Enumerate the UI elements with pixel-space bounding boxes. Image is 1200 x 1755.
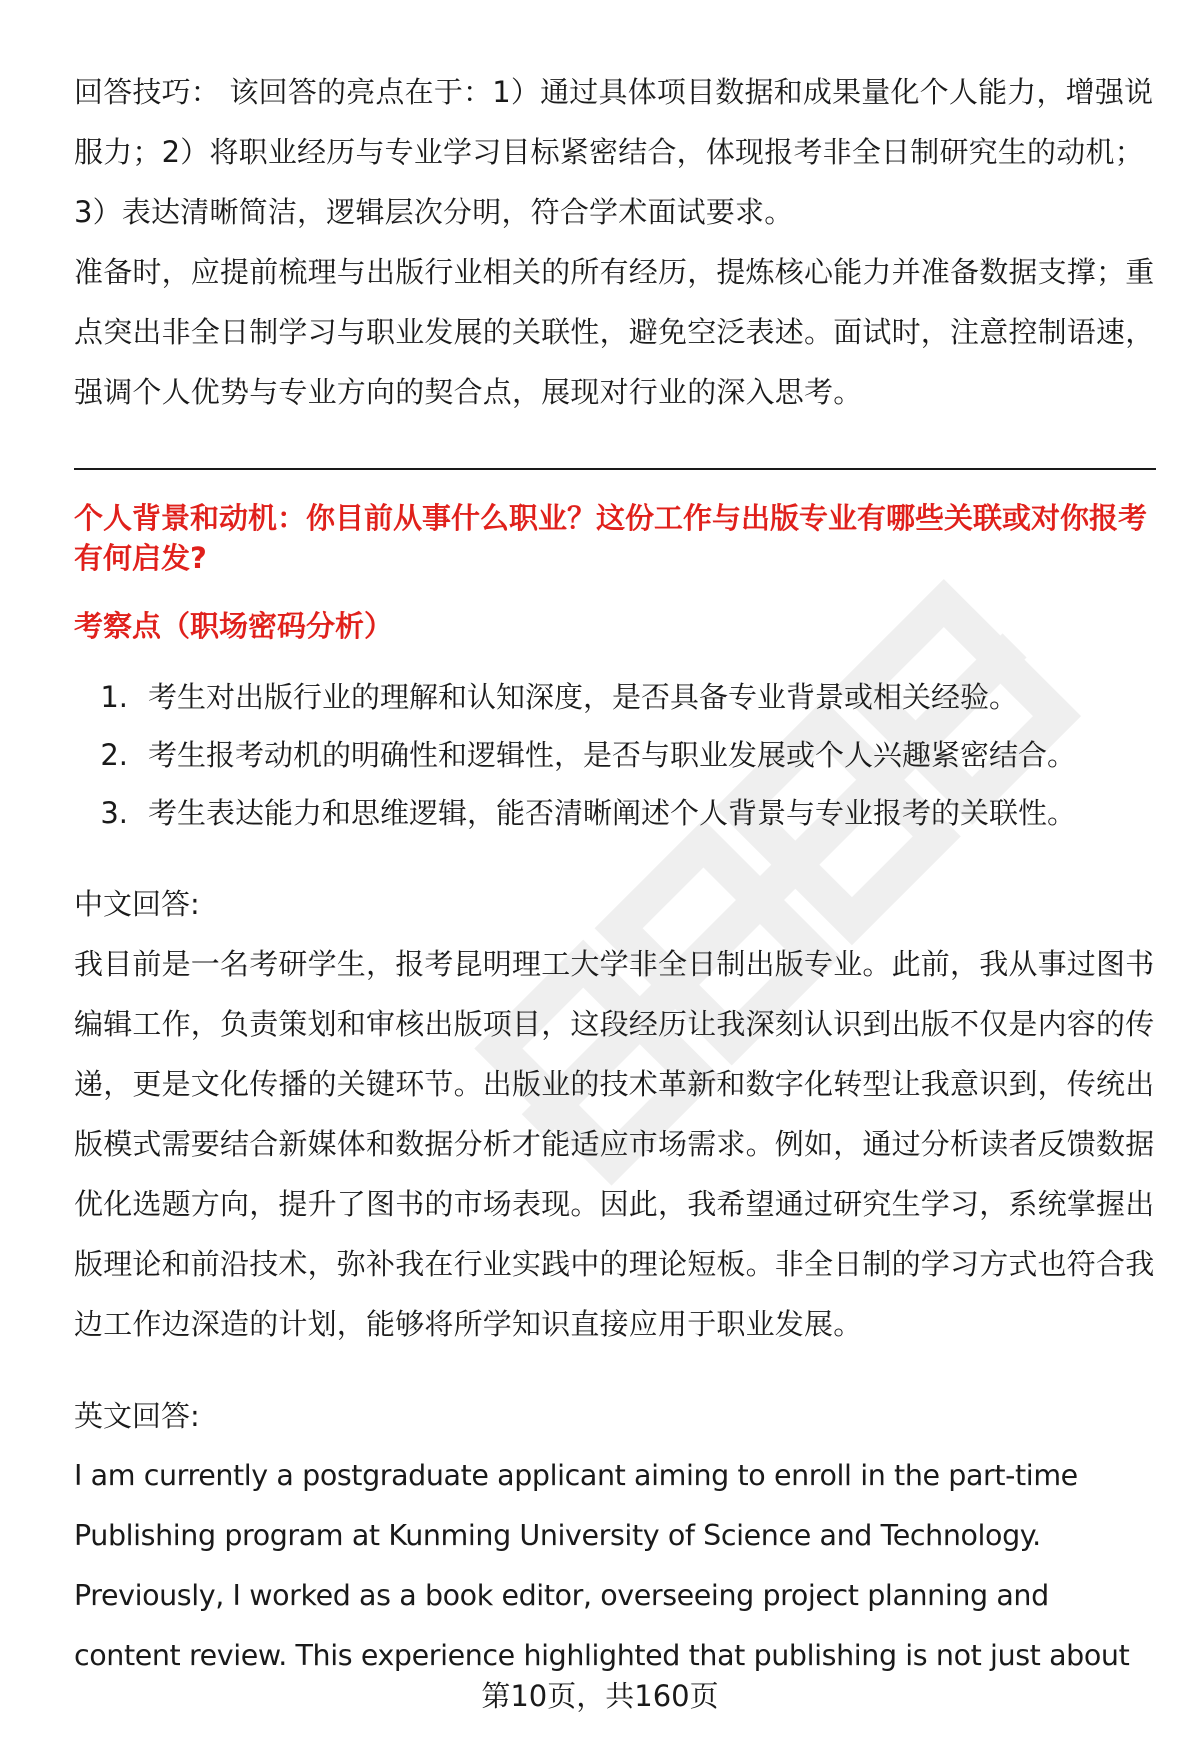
section-divider <box>74 468 1156 470</box>
question-heading: 个人背景和动机：你目前从事什么职业？这份工作与出版专业有哪些关联或对你报考有何启发? <box>74 501 1148 575</box>
list-item <box>74 726 1156 784</box>
tips-paragraph-2: 准备时，应提前梳理与出版行业相关的所有经历，提炼核心能力并准备数据支撑；重点突出非全日制学习与职业发展的关联性，避免空泛表述。面试时，注意控制语速，强调个人优势与专业方向的契合点，展现对行业的深入思考。 <box>74 255 1155 409</box>
list-item <box>74 668 1156 726</box>
tips-paragraph-1: 回答技巧： 该回答的亮点在于：1）通过具体项目数据和成果量化个人能力，增强说服力；2）将职业经历与专业学习目标紧密结合，体现报考非全日制研究生的动机；3）表达清晰简洁，逻辑层次分明，符合学术面试要求。 <box>74 75 1154 229</box>
list-item-number: 2. <box>100 738 128 772</box>
focus-title: 考察点（职场密码分析） <box>74 609 394 643</box>
list-item-text: 考生报考动机的明确性和逻辑性，是否与职业发展或个人兴趣紧密结合。 <box>148 738 1077 772</box>
list-item <box>74 784 1156 842</box>
page-number-footer: 第10页，共160页 <box>481 1679 719 1713</box>
english-answer-line: I am currently a postgraduate applicant aiming to enroll in the part-time <box>74 1459 1078 1492</box>
focus-list <box>74 668 1156 842</box>
list-item-number: 1. <box>100 680 128 714</box>
english-answer-label: 英文回答: <box>74 1399 200 1433</box>
english-answer-line: Previously, I worked as a book editor, overseeing project planning and <box>74 1579 1049 1612</box>
chinese-answer-label: 中文回答: <box>74 887 200 921</box>
english-answer-line: content review. This experience highlighted that publishing is not just about <box>74 1639 1130 1672</box>
list-item-text: 考生对出版行业的理解和认知深度，是否具备专业背景或相关经验。 <box>148 680 1019 714</box>
page-content <box>74 62 1156 1686</box>
chinese-answer-text: 我目前是一名考研学生，报考昆明理工大学非全日制出版专业。此前，我从事过图书编辑工作，负责策划和审核出版项目，这段经历让我深刻认识到出版不仅是内容的传递，更是文化传播的关键环节。出版业的技术革新和数字化转型让我意识到，传统出版模式需要结合新媒体和数据分析才能适应市场需求。例如，通过分析读者反馈数据优化选题方向，提升了图书的市场表现。因此，我希望通过研究生学习，系统掌握出版理论和前沿技术，弥补我在行业实践中的理论短板。非全日制的学习方式也符合我边工作边深造的计划，能够将所学知识直接应用于职业发展。 <box>74 947 1155 1341</box>
list-item-number: 3. <box>100 796 128 830</box>
list-item-text: 考生表达能力和思维逻辑，能否清晰阐述个人背景与专业报考的关联性。 <box>148 796 1077 830</box>
english-answer-line: Publishing program at Kunming University of Science and Technology. <box>74 1519 1041 1552</box>
